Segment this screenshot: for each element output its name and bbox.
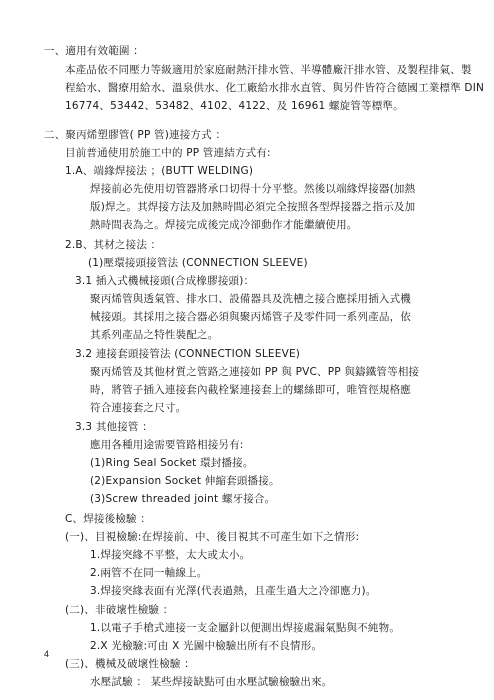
item-3-3-heading: 3.3 其他接管 ： [75, 421, 153, 433]
item-3-1-line: 聚丙烯管與透氣管、排水口、設備器具及洗槽之接合應採用插入式機 [90, 293, 411, 305]
subsection-a-line: 焊接前必先使用切管器將承口切得十分平整。然後以端緣焊接器(加熱 [90, 183, 416, 195]
item-3-2-line: 時，將管子插入連接套內截栓緊連接套上的螺絲即可，唯管徑規格應 [90, 384, 411, 396]
section-1-paragraph-line: 程給水、醫療用給水、溫泉供水、化工廠給水排水直管、與另件皆符合德國工業標準 DIN [65, 82, 485, 94]
inspection-3-heading: (三)、機械及破壞性檢驗 ： [65, 658, 195, 670]
inspection-2-heading: (二)、非破壞性檢驗 ： [65, 604, 174, 616]
item-3-2-line: 符合連接套之尺寸。 [90, 402, 187, 414]
section-1-paragraph-line: 本產品依不同壓力等級適用於家庭耐熱汗排水管、半導體廠汗排水管、及製程排氣、製 [65, 64, 472, 76]
item-3-3-line: (1)Ring Seal Socket 環封播接。 [90, 457, 254, 469]
subsection-c-heading: C、焊接後檢驗 ： [65, 513, 151, 525]
inspection-1-heading: (一)、目視檢驗:在焊接前、中、後目視其不可產生如下之情形: [65, 531, 360, 543]
inspection-1-item: 1.焊接突緣不平整，太大或太小。 [90, 549, 251, 561]
item-3-3-line: 應用各種用途需要管路相接另有: [90, 439, 244, 451]
item-3-1-line: 其系列產品之特性裝配之。 [90, 329, 219, 341]
inspection-2-item: 1.以電子手槍式連接一支金屬針以便測出焊接處漏氣點與不純物。 [90, 622, 401, 634]
item-3-3-line: (2)Expansion Socket 伸縮套頭播接。 [90, 475, 280, 487]
subsection-b-heading: 2.B、其材之接法 ： [65, 239, 162, 251]
item-3-1-heading: 3.1 插入式機械接頭(合成橡膠接頭)： [75, 275, 255, 287]
inspection-2-item: 2.X 光檢驗:可由 X 光圖中檢驗出所有不良情形。 [90, 640, 323, 652]
subsection-a-line: 熱時間表為之。焊接完成後完成冷卻動作才能繼續使用。 [90, 219, 358, 231]
section-1-paragraph-line: 16774、53442、53482、4102、4122、及 16961 螺旋管等標準。 [65, 100, 404, 112]
inspection-3-line: 水壓試驗 ： 某些焊接缺點可由水壓試驗檢驗出來。 [90, 676, 333, 688]
item-3-2-line: 聚丙烯管及其他材質之管路之連接如 PP 與 PVC、PP 與鑄鐵管等相接 [90, 366, 420, 378]
section-1-heading: 一、適用有效範圍 ： [44, 45, 144, 57]
page-number: 4 [44, 649, 50, 659]
item-3-1-line: 械接頭。其採用之接合器必須與聚丙烯管子及零件同一系列產品，依 [90, 311, 411, 323]
inspection-1-item: 3.焊接突緣表面有光澤(代表過熱，且產生過大之冷卻應力)。 [90, 585, 377, 597]
subsection-a-line: 版)焊之。其焊接方法及加熱時間必須完全按照各型焊接器之指示及加 [90, 201, 416, 213]
subsection-b-item: (1)壓環接頭接管法 (CONNECTION SLEEVE) [88, 257, 308, 269]
section-2-intro: 目前普通使用於施工中的 PP 管連結方式有: [65, 147, 271, 159]
subsection-a-heading: 1.A、端緣焊接法 ；(BUTT WELDING) [65, 165, 254, 177]
section-2-heading: 二、聚丙烯塑膠管( PP 管)連接方式 ： [44, 129, 227, 141]
item-3-3-line: (3)Screw threaded joint 螺牙接合。 [90, 493, 276, 505]
item-3-2-heading: 3.2 連接套頭接管法 (CONNECTION SLEEVE) [75, 348, 301, 360]
inspection-1-item: 2.兩管不在同一軸線上。 [90, 567, 208, 579]
